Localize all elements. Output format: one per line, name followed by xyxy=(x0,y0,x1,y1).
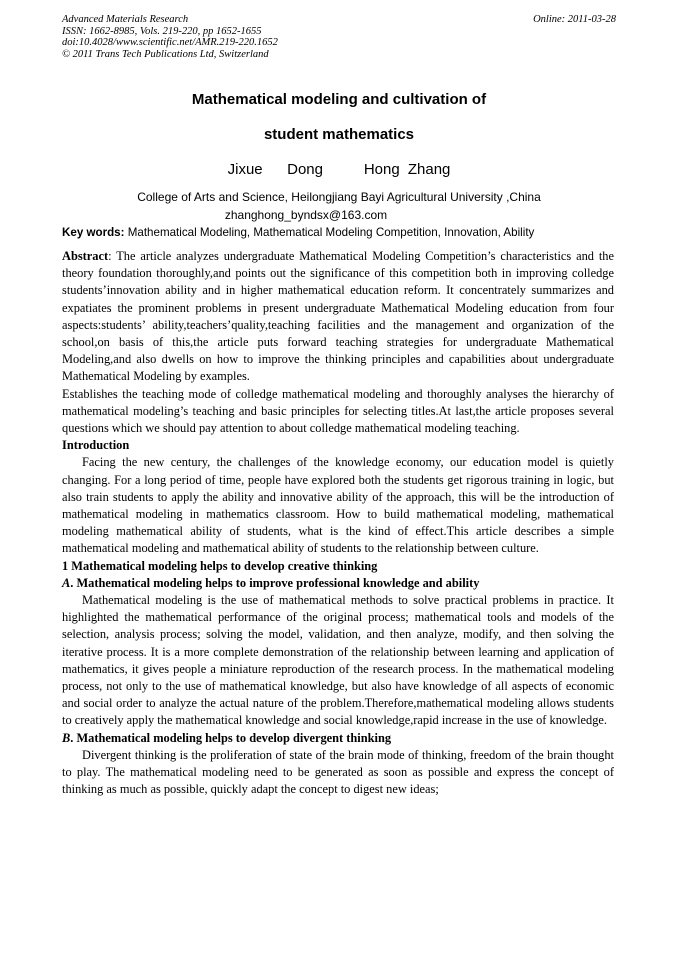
subsection-a-letter: A xyxy=(62,575,71,590)
abstract-paragraph xyxy=(62,248,614,386)
section-1-heading: 1 Mathematical modeling helps to develop creative thinking xyxy=(62,558,378,573)
abstract-text-1: : The article analyzes undergraduate Mathematical Modeling Competition’s characteristics and the theory foundation thoroughly,and points out the significance of this competition both in improving colledge students’innovation ability and in higher mathematical education reform. It concentrately summarizes and expatiates the prominent problems in present undergraduate Mathematical Modeling education from four aspects:students’ ability,teachers’quality,teaching facilities and the management and organization of the school,on basis of this,the article puts forward teaching strategies for undergraduate Mathematical Modeling,and also dwells on how to improve the thinking principles and capabilities about undergraduate Mathematical Modeling by examples. xyxy=(62,249,614,384)
subsection-b-title: . Mathematical modeling helps to develop divergent thinking xyxy=(70,730,392,745)
journal-doi: doi:10.4028/www.scientific.net/AMR.219-220.1652 xyxy=(62,37,278,48)
authors-text: Jixue Dong Hong Zhang xyxy=(227,161,451,178)
abstract-label: Abstract xyxy=(62,249,109,263)
author-email: zhanghong_byndsx@163.com xyxy=(224,208,388,222)
keywords-text: Mathematical Modeling, Mathematical Modeling Competition, Innovation, Ability xyxy=(124,226,535,239)
keywords-label: Key words: xyxy=(62,226,125,239)
abstract-paragraph-2: Establishes the teaching mode of colledge mathematical modeling and thoroughly analyses the hierarchy of mathematical modeling’s teaching and basic principles for selecting titles.At last,the article proposes several questions which we should pay attention to about colledge mathematical modeling teaching. xyxy=(62,386,614,436)
keywords xyxy=(62,226,622,239)
journal-name: Advanced Materials Research xyxy=(62,14,189,25)
paper-body xyxy=(62,248,614,799)
subsection-a-title: . Mathematical modeling helps to improve professional knowledge and ability xyxy=(70,575,480,590)
paper-title-line2: student mathematics xyxy=(263,126,415,143)
author-list xyxy=(0,161,678,178)
journal-copyright: © 2011 Trans Tech Publications Ltd, Switzerland xyxy=(62,48,269,60)
subsection-a-paragraph: Mathematical modeling is the use of mathematical methods to solve practical problems in practice. It highlighted the mathematical performance of the original process; mathematical tools and models of the selection, analysis process; solving the model, validation, and then analyze, modify, and then solving the iterative process. It is a more complete demonstration of the relationship between learning and application of mathematics, it gives people a miniature reproduction of the research process. In the mathematical modeling process, not only to the use of mathematical knowledge, but also have knowledge of all aspects of economic and social order to analyze the actual nature of the problem.Therefore,mathematical modeling allows students to creatively apply the mathematical knowledge and social knowledge,rapid increase in the use of knowledge. xyxy=(62,593,614,728)
introduction-heading: Introduction xyxy=(62,438,130,453)
paper-title-line1: Mathematical modeling and cultivation of xyxy=(191,91,487,108)
journal-header xyxy=(62,14,618,60)
subsection-b-paragraph: Divergent thinking is the proliferation of state of the brain mode of thinking, freedom of the brain thought to play. The mathematical modeling need to be generated as soon as possible and express the concept of thinking as much as possible, quickly adapt the concept to digest new ideas; xyxy=(62,747,614,797)
introduction-paragraph: Facing the new century, the challenges of the knowledge economy, our education model is quietly changing. For a long period of time, people have explored both the students get rigorous training in logic, but also train students to apply the ability and innovative ability of the approach, this will be the introduction of mathematical modeling in mathematics classroom. How to build mathematical modeling, mathematical modeling mathematical ability of students, what is the kind of effect.This article describes a simple mathematical modeling and mathematical ability of students to the relationship between culture. xyxy=(62,455,614,556)
subsection-b-heading xyxy=(62,730,614,747)
subsection-b-letter: B xyxy=(62,730,71,745)
subsection-a-heading xyxy=(62,575,614,592)
online-date: Online: 2011-03-28 xyxy=(533,14,616,25)
affiliation: College of Arts and Science, Heilongjiang Bayi Agricultural University ,China xyxy=(137,190,541,204)
journal-issn: ISSN: 1662-8985, Vols. 219-220, pp 1652-1655 xyxy=(62,25,262,37)
